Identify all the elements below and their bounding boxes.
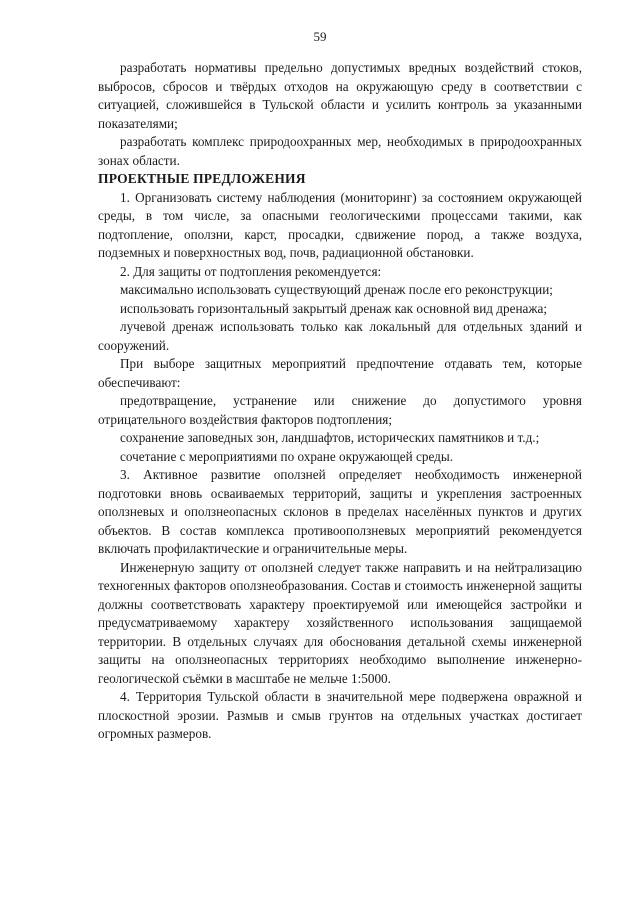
list-item: лучевой дренаж использовать только как локальный для отдельных зданий и сооружений. bbox=[98, 319, 582, 353]
intro-paragraph: разработать нормативы предельно допустимых вредных воздействий стоков, выбросов, сбросов и твёрдых отходов на окружающую среду в соответствии с ситуацией, сложившейся в Тульской области и усилить контроль за указанными показателями; bbox=[98, 60, 582, 131]
list-item: сохранение заповедных зон, ландшафтов, исторических памятников и т.д.; bbox=[120, 430, 540, 445]
intro-paragraph: разработать комплекс природоохранных мер, необходимых в природоохранных зонах области. bbox=[98, 134, 582, 168]
list-item: максимально использовать существующий дренаж после его реконструкции; bbox=[120, 282, 553, 297]
paragraph: При выборе защитных мероприятий предпочтение отдавать тем, которые обеспечивают: bbox=[98, 356, 582, 390]
list-item: предотвращение, устранение или снижение до допустимого уровня отрицательного воздействия факторов подтопления; bbox=[98, 393, 582, 427]
document-body bbox=[98, 59, 582, 744]
list-item: использовать горизонтальный закрытый дренаж как основной вид дренажа; bbox=[120, 300, 548, 316]
paragraph: 3. Активное развитие оползней определяет необходимость инженерной подготовки вновь осваиваемых территорий, защиты и укрепления застроенных оползневых и оползнеопасных склонов в пределах населённых пунктов и других объектов. В состав комплекса противооползневых мероприятий рекомендуется включать профилактические и ограничительные меры. bbox=[98, 467, 582, 556]
list-item: сочетание с мероприятиями по охране окружающей среды. bbox=[120, 448, 454, 464]
paragraph: 2. Для защиты от подтопления рекомендуется: bbox=[120, 263, 382, 279]
page-number: 59 bbox=[313, 29, 327, 44]
section-heading: ПРОЕКТНЫЕ ПРЕДЛОЖЕНИЯ bbox=[98, 171, 306, 186]
paragraph: 1. Организовать систему наблюдения (мониторинг) за состоянием окружающей среды, в том числе, за опасными геологическими процессами такими, как подтопление, оползни, карст, просадки, сдвижение пород, а также воздуха, подземных и поверхностных вод, почв, радиационной обстановки. bbox=[98, 189, 582, 260]
paragraph: Инженерную защиту от оползней следует также направить и на нейтрализацию техногенных факторов оползнеобразования. Состав и стоимость инженерной защиты должны соответствовать характеру проектируемой или имеющейся застройки и предусматриваемому характеру хозяйственного использования защищаемой территории. В отдельных случаях для обоснования детальной схемы инженерной защиты на оползнеопасных территориях необходимо выполнение инженерно-геологической съёмки в масштабе не мельче 1:5000. bbox=[98, 559, 582, 686]
paragraph: 4. Территория Тульской области в значительной мере подвержена овражной и плоскостной эрозии. Размыв и смыв грунтов на отдельных участках достигает огромных размеров. bbox=[98, 689, 582, 741]
